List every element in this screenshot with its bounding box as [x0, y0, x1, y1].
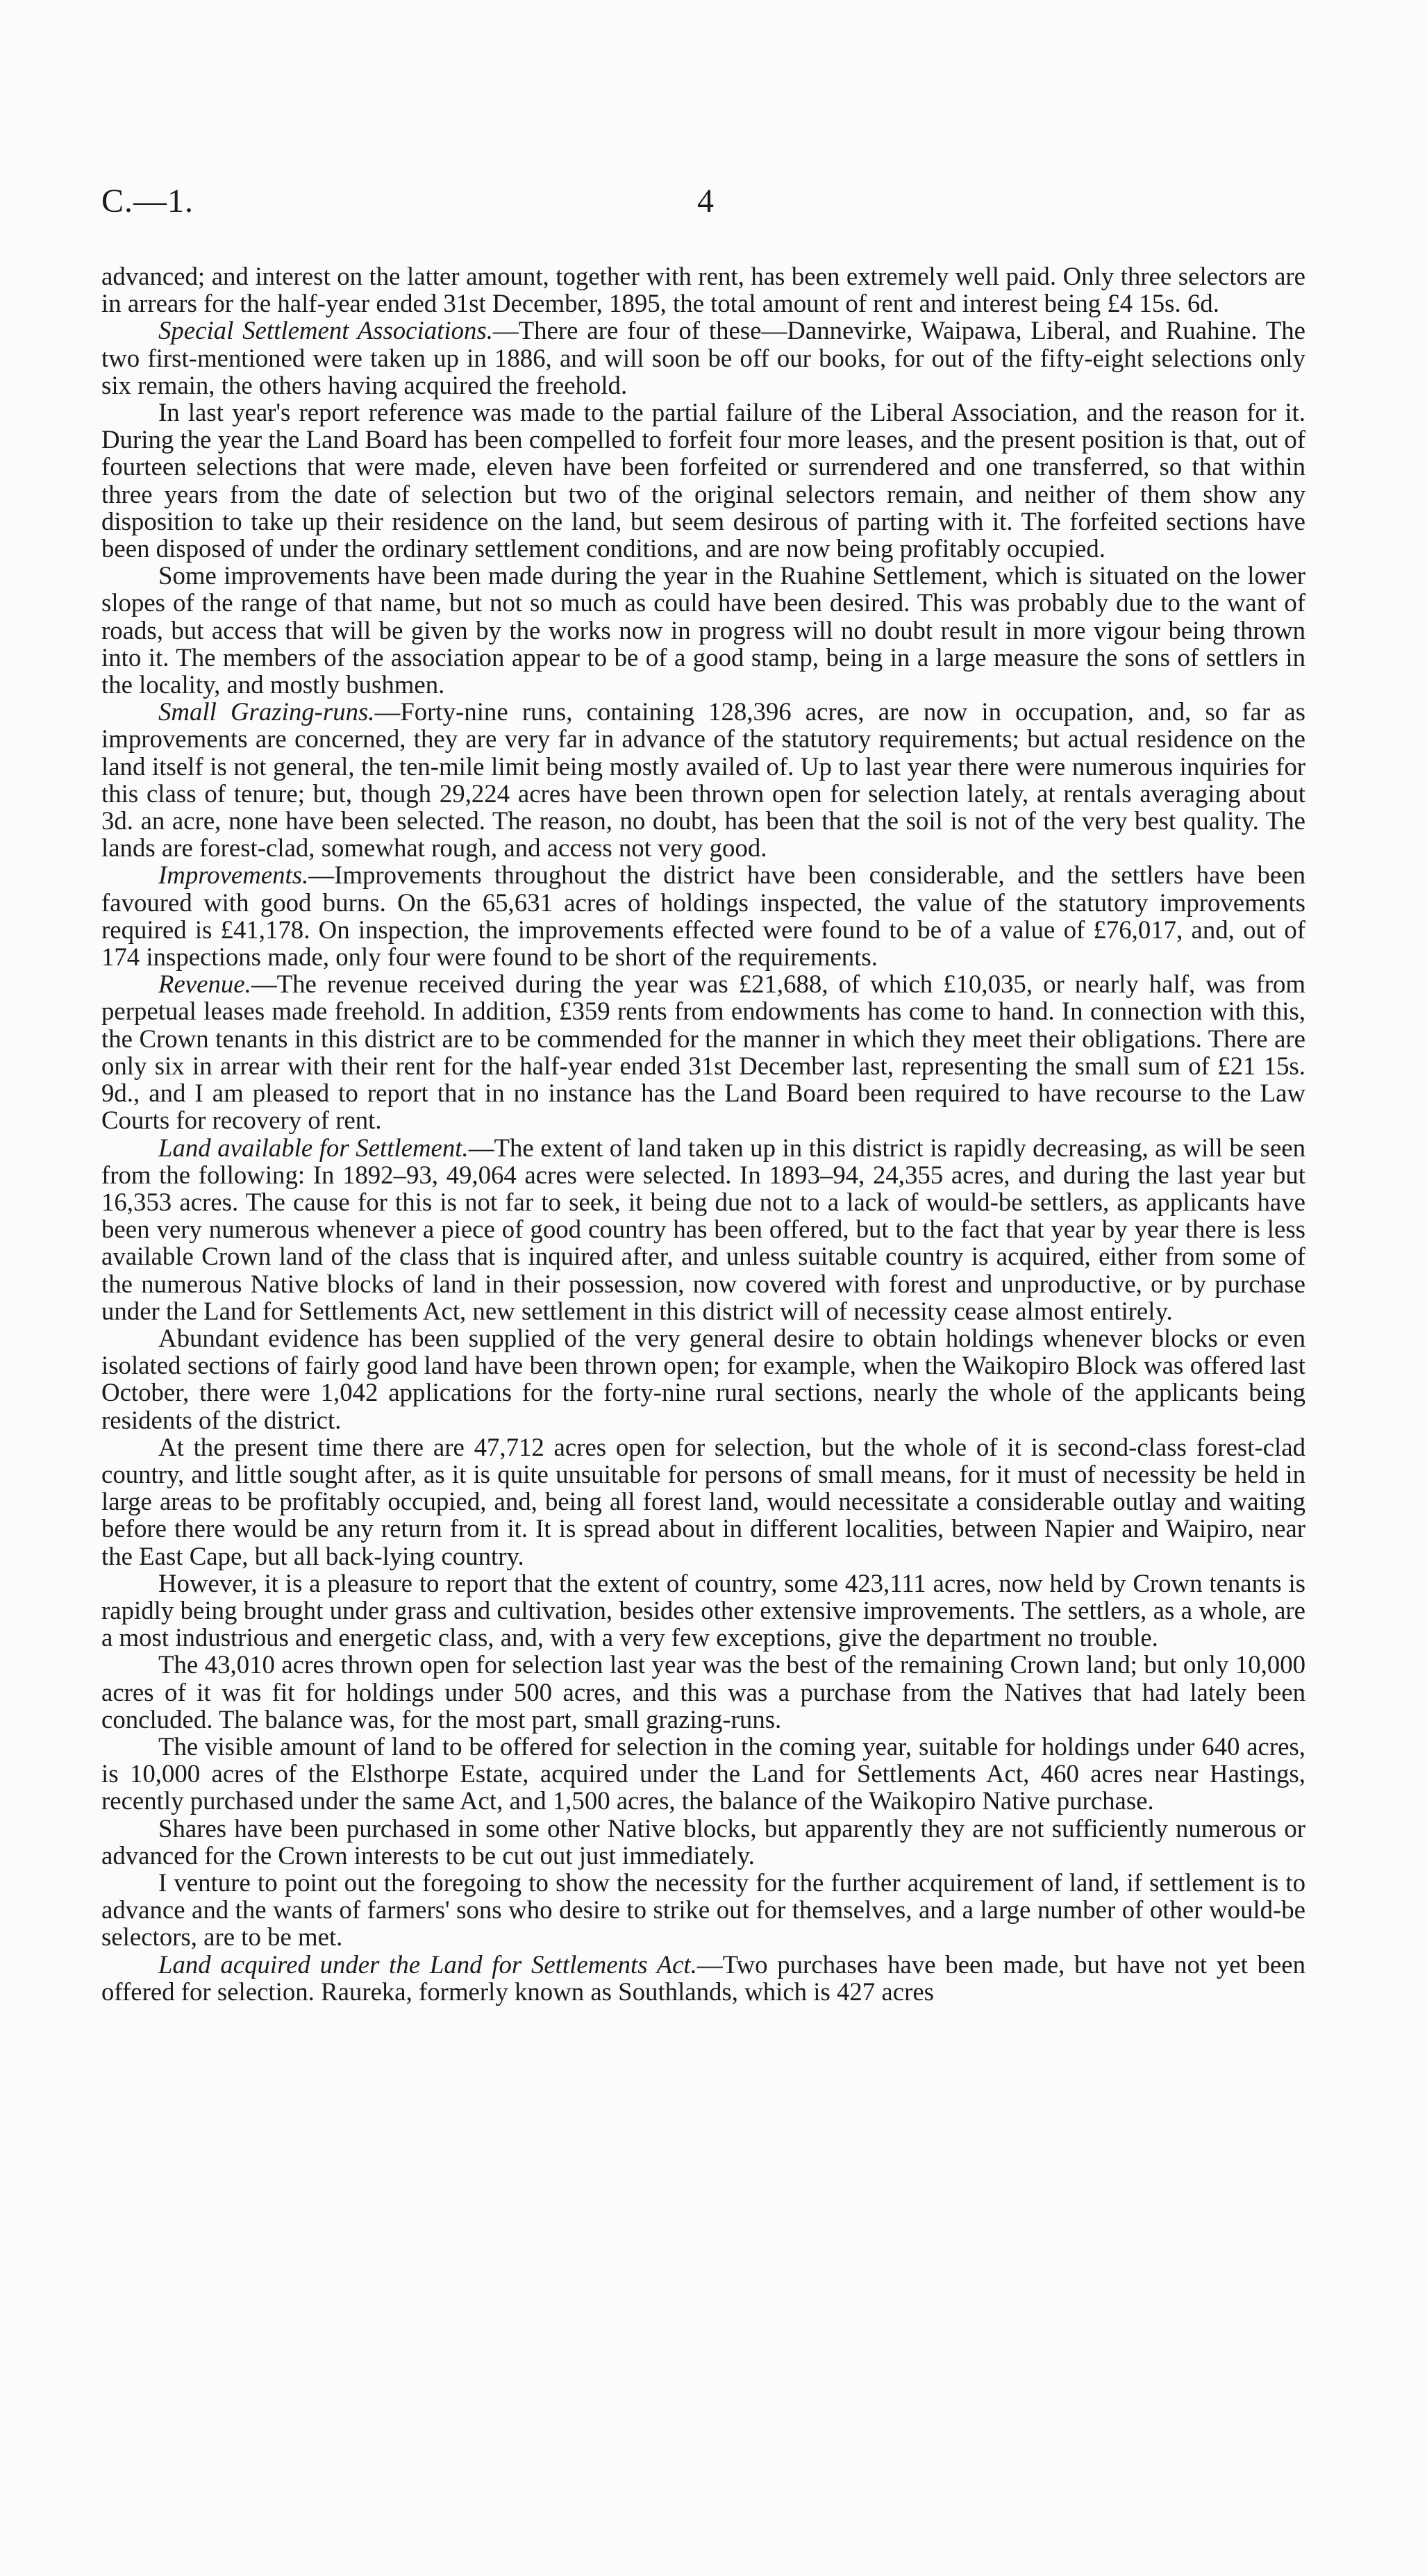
paragraph-text: —Improvements throughout the district have been considerable, and the settlers have been favoured with good burns. On the 65,631 acres of holdings inspected, the value of the statutory improvements required is £41,178. On inspection, the improvements effected were found to be of a value of £76,017, and, out of 174 inspections made, only four were found to be short of the requirements. — [101, 861, 1305, 972]
paragraph-text: —Two purchases have been made, but have not yet been offered for selection. Raureka, formerly known as Southlands, which is 427 acres — [101, 1950, 1305, 2006]
section-heading: Improvements. — [158, 861, 309, 890]
body-text — [101, 263, 1305, 2005]
paragraph — [101, 1869, 1305, 1951]
paragraph-text: However, it is a pleasure to report that the extent of country, some 423,111 acres, now held by Crown tenants is rapidly being brought under grass and cultivation, besides other extensive improvements. The settlers, as a whole, are a most industrious and energetic class, and, with a very few exceptions, give the department no trouble. — [101, 1568, 1305, 1652]
paragraph-text: The visible amount of land to be offered for selection in the coming year, suitable for holdings under 640 acres, is 10,000 acres of the Elsthorpe Estate, acquired under the Land for Settlements Act, 460 acres near Hastings, recently purchased under the same Act, and 1,500 acres, the balance of the Waikopiro Native purchase. — [101, 1731, 1305, 1815]
paragraph-text: advanced; and interest on the latter amount, together with rent, has been extremely well paid. Only three selectors are in arrears for the half-year ended 31st December, 1895, the total amount of rent and interest being £4 15s. 6d. — [101, 262, 1305, 318]
section-heading: Small Grazing-runs. — [158, 697, 375, 726]
paragraph-text: —The extent of land taken up in this district is rapidly decreasing, as will be seen from the following: In 1892–93, 49,064 acres were selected. In 1893–94, 24,355 acres, and during the last year but 16,353 acres. The cause for this is not far to seek, it being due not to a lack of would-be settlers, as applicants have been very numerous whenever a piece of good country has been offered, but to the fact that year by year there is less available Crown land of the class that is inquired after, and unless suitable country is acquired, either from some of the numerous Native blocks of land in their possession, now covered with forest and unproductive, or by purchase under the Land for Settlements Act, new settlement in this district will of necessity cease almost entirely. — [101, 1133, 1306, 1325]
paragraph-text: —The revenue received during the year was £21,688, of which £10,035, or nearly half, was from perpetual leases made freehold. In addition, £359 rents from endowments has come to hand. In connection with this, the Crown tenants in this district are to be commended for the manner in which they meet their obligations. There are only six in arrear with their rent for the half-year ended 31st December last, representing the small sum of £21 15s. 9d., and I am pleased to report that in no instance has the Land Board been required to have recourse to the Law Courts for recovery of rent. — [101, 970, 1305, 1135]
paragraph-text: In last year's report reference was made to the partial failure of the Liberal Association, and the reason for it. During the year the Land Board has been compelled to forfeit four more leases, and the present position is that, out of fourteen selections that were made, eleven have been forfeited or surrendered and one transferred, so that within three years from the date of selection but two of the original selectors remain, and neither of them show any disposition to take up their residence on the land, but seem desirous of parting with it. The forfeited sections have been disposed of under the ordinary settlement conditions, and are now being profitably occupied. — [101, 398, 1305, 563]
page-number: 4 — [697, 183, 714, 219]
paragraph-text: Abundant evidence has been supplied of the very general desire to obtain holdings whenever blocks or even isolated sections of fairly good land have been thrown open; for example, when the Waikopiro Block was offered last October, there were 1,042 applications for the forty-nine rural sections, nearly the whole of the applicants being residents of the district. — [101, 1323, 1305, 1434]
paragraph-land-acquired — [101, 1951, 1305, 2005]
section-heading: Land acquired under the Land for Settlements Act. — [158, 1950, 697, 1979]
paragraph-small-grazing-runs — [101, 698, 1305, 861]
paragraph — [101, 399, 1305, 562]
paragraph — [101, 1815, 1305, 1869]
document-reference: C.—1. — [101, 183, 194, 219]
section-heading: Revenue. — [158, 970, 251, 999]
paragraph-land-available — [101, 1134, 1305, 1324]
paragraph-text: Shares have been purchased in some other Native blocks, but apparently they are not sufficiently numerous or advanced for the Crown interests to be cut out just immediately. — [101, 1813, 1305, 1870]
page-header — [101, 182, 1326, 224]
section-heading: Special Settlement Associations. — [158, 316, 493, 345]
paragraph-text: I venture to point out the foregoing to show the necessity for the further acquirement of land, if settlement is to advance and the wants of farmers' sons who desire to strike out for themselves, and a large number of other would-be selectors, are to be met. — [101, 1868, 1305, 1952]
paragraph — [101, 1324, 1305, 1434]
paragraph-text: At the present time there are 47,712 acres open for selection, but the whole of it is second-class forest-clad country, and little sought after, as it is quite unsuitable for persons of small means, for it must of necessity be held in large areas to be profitably occupied, and, being all forest land, would necessitate a considerable outlay and waiting before there would be any return from it. It is spread about in different localities, between Napier and Waipiro, near the East Cape, but all back-lying country. — [101, 1432, 1305, 1570]
section-heading: Land available for Settlement. — [158, 1133, 469, 1162]
paragraph — [101, 1570, 1305, 1652]
paragraph-text: —There are four of these—Dannevirke, Waipawa, Liberal, and Ruahine. The two first-mentioned were taken up in 1886, and will soon be off our books, for out of the fifty-eight selections only six remain, the others having acquired the freehold. — [101, 316, 1305, 399]
paragraph — [101, 1733, 1305, 1815]
paragraph-text: Some improvements have been made during the year in the Ruahine Settlement, which is situated on the lower slopes of the range of that name, but not so much as could have been desired. This was probably due to the want of roads, but access that will be given by the works now in progress will no doubt result in more vigour being thrown into it. The members of the association appear to be of a good stamp, being in a large measure the sons of settlers in the locality, and mostly bushmen. — [101, 561, 1305, 699]
paragraph — [101, 1651, 1305, 1733]
paragraph-special-settlement — [101, 317, 1305, 399]
paragraph-text: The 43,010 acres thrown open for selection last year was the best of the remaining Crown land; but only 10,000 acres of it was fit for holdings under 500 acres, and this was a purchase from the Natives that had lately been concluded. The balance was, for the most part, small grazing-runs. — [101, 1650, 1305, 1734]
paragraph-text: —Forty-nine runs, containing 128,396 acres, are now in occupation, and, so far as improvements are concerned, they are very far in advance of the statutory requirements; but actual residence on the land itself is not general, the ten-mile limit being mostly availed of. Up to last year there were numerous inquiries for this class of tenure; but, though 29,224 acres have been thrown open for selection lately, at rentals averaging about 3d. an acre, none have been selected. The reason, no doubt, has been that the soil is not of the very best quality. The lands are forest-clad, somewhat rough, and access not very good. — [101, 697, 1305, 863]
paragraph-continued — [101, 263, 1305, 317]
paragraph — [101, 1434, 1305, 1570]
paragraph-improvements — [101, 861, 1305, 970]
paragraph-revenue — [101, 970, 1305, 1133]
paragraph — [101, 562, 1305, 698]
